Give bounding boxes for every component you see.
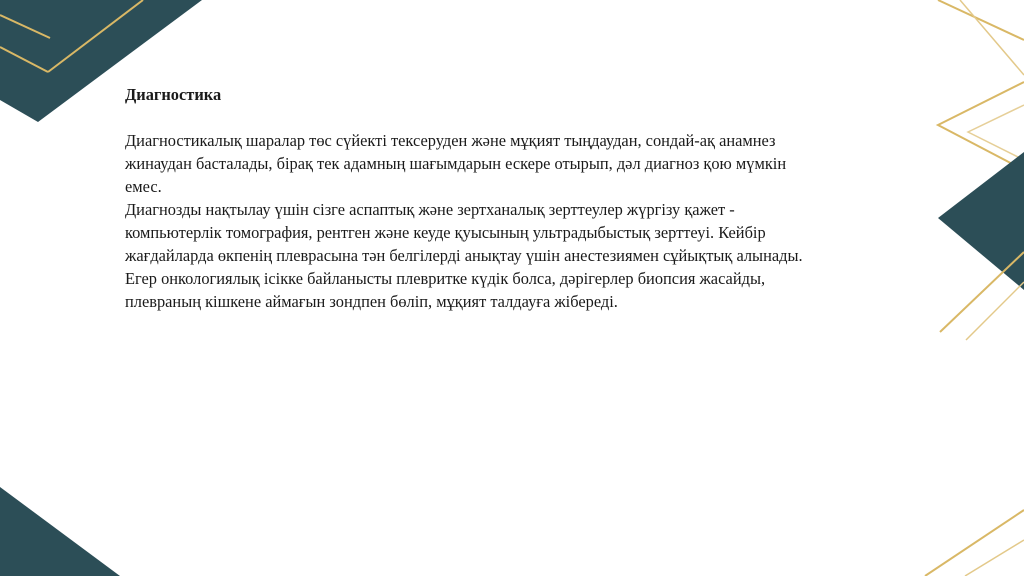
slide-content bbox=[125, 83, 945, 313]
top-right-gold-line bbox=[938, 0, 1024, 40]
right-gold-line bbox=[940, 252, 1024, 332]
paragraph-examination: Диагностикалық шаралар төс сүйекті тексеруден және мұқият тыңдаудан, сондай-ақ анамнез жинаудан басталады, бірақ тек адамның шағымдарын ескере отырып, дәл диагноз қою мүмкін емес. bbox=[125, 131, 787, 196]
slide-heading: Диагностика bbox=[125, 85, 222, 104]
bottom-right-gold-line bbox=[965, 540, 1024, 576]
top-right-gold-line bbox=[960, 0, 1024, 75]
bottom-left-teal-shape bbox=[0, 487, 120, 576]
bottom-right-gold-line bbox=[925, 510, 1024, 576]
right-teal-shape bbox=[938, 152, 1024, 290]
right-gold-line bbox=[966, 282, 1024, 340]
top-right-gold-line bbox=[968, 105, 1024, 160]
paragraph-diagnosis-methods: Диагнозды нақтылау үшін сізге аспаптық және зертханалық зерттеулер жүргізу қажет - компьютерлік томография, рентген және кеуде қуысының ультрадыбыстық зерттеуі. Кейбір жағдайларда өкпенің плеврасына тән белгілерді анықтау үшін анестезиямен сұйықтық алынады. Егер онкологиялық ісікке байланысты плевритке күдік болса, дәрігерлер биопсия жасайды, плевраның кішкене аймағын зондпен бөліп, мұқият талдауға жібереді. bbox=[125, 200, 803, 311]
